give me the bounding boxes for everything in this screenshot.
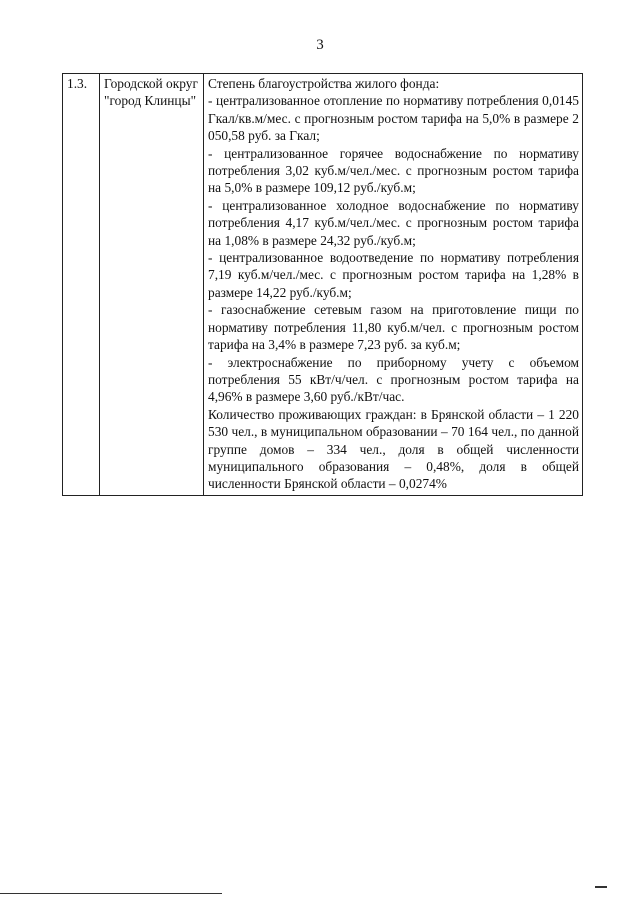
description-cell	[204, 74, 583, 496]
bottom-divider	[0, 893, 222, 894]
table-row	[63, 74, 583, 496]
population-paragraph: Количество проживающих граждан: в Брянской области – 1 220 530 чел., в муниципальном образовании – 70 164 чел., по данной группе домов – 334 чел., доля в общей численности муниципального образования – 0,48%, доля в общей численности Брянской области – 0,0274%	[208, 406, 579, 492]
electricity-item: - электроснабжение по приборному учету с объемом потребления 55 кВт/ч/чел. с прогнозным ростом тарифа на 4,96% в размере 3,60 руб./кВт/час.	[208, 354, 579, 405]
page-number: 3	[316, 37, 324, 53]
cold-water-item: - централизованное холодное водоснабжение по нормативу потребления 4,17 куб.м/чел./мес. с прогнозным ростом тарифа на 1,08% в размере 24,32 руб./куб.м;	[208, 197, 579, 248]
housing-amenities-heading: Степень благоустройства жилого фонда:	[208, 76, 440, 91]
hot-water-item: - централизованное горячее водоснабжение по нормативу потребления 3,02 куб.м/чел./мес. с прогнозным ростом тарифа на 5,0% в размере 109,12 руб./куб.м;	[208, 145, 579, 196]
heating-item: - централизованное отопление по нормативу потребления 0,0145 Гкал/кв.м/мес. с прогнозным ростом тарифа на 5,0% в размере 2 050,58 руб. за Гкал;	[208, 93, 579, 144]
municipality-name-cell: Городской округ "город Клинцы"	[100, 74, 204, 496]
row-number-cell: 1.3.	[63, 74, 100, 496]
gas-supply-item: - газоснабжение сетевым газом на приготовление пищи по нормативу потребления 11,80 куб.м/чел. с прогнозным ростом тарифа на 3,4% в размере 7,23 руб. за куб.м;	[208, 302, 579, 353]
sewerage-item: - централизованное водоотведение по нормативу потребления 7,19 куб.м/чел./мес. с прогнозным ростом тарифа на 1,28% в размере 14,22 руб./куб.м;	[208, 250, 579, 300]
tariff-table	[62, 73, 583, 496]
scan-edge-mark	[595, 886, 607, 888]
